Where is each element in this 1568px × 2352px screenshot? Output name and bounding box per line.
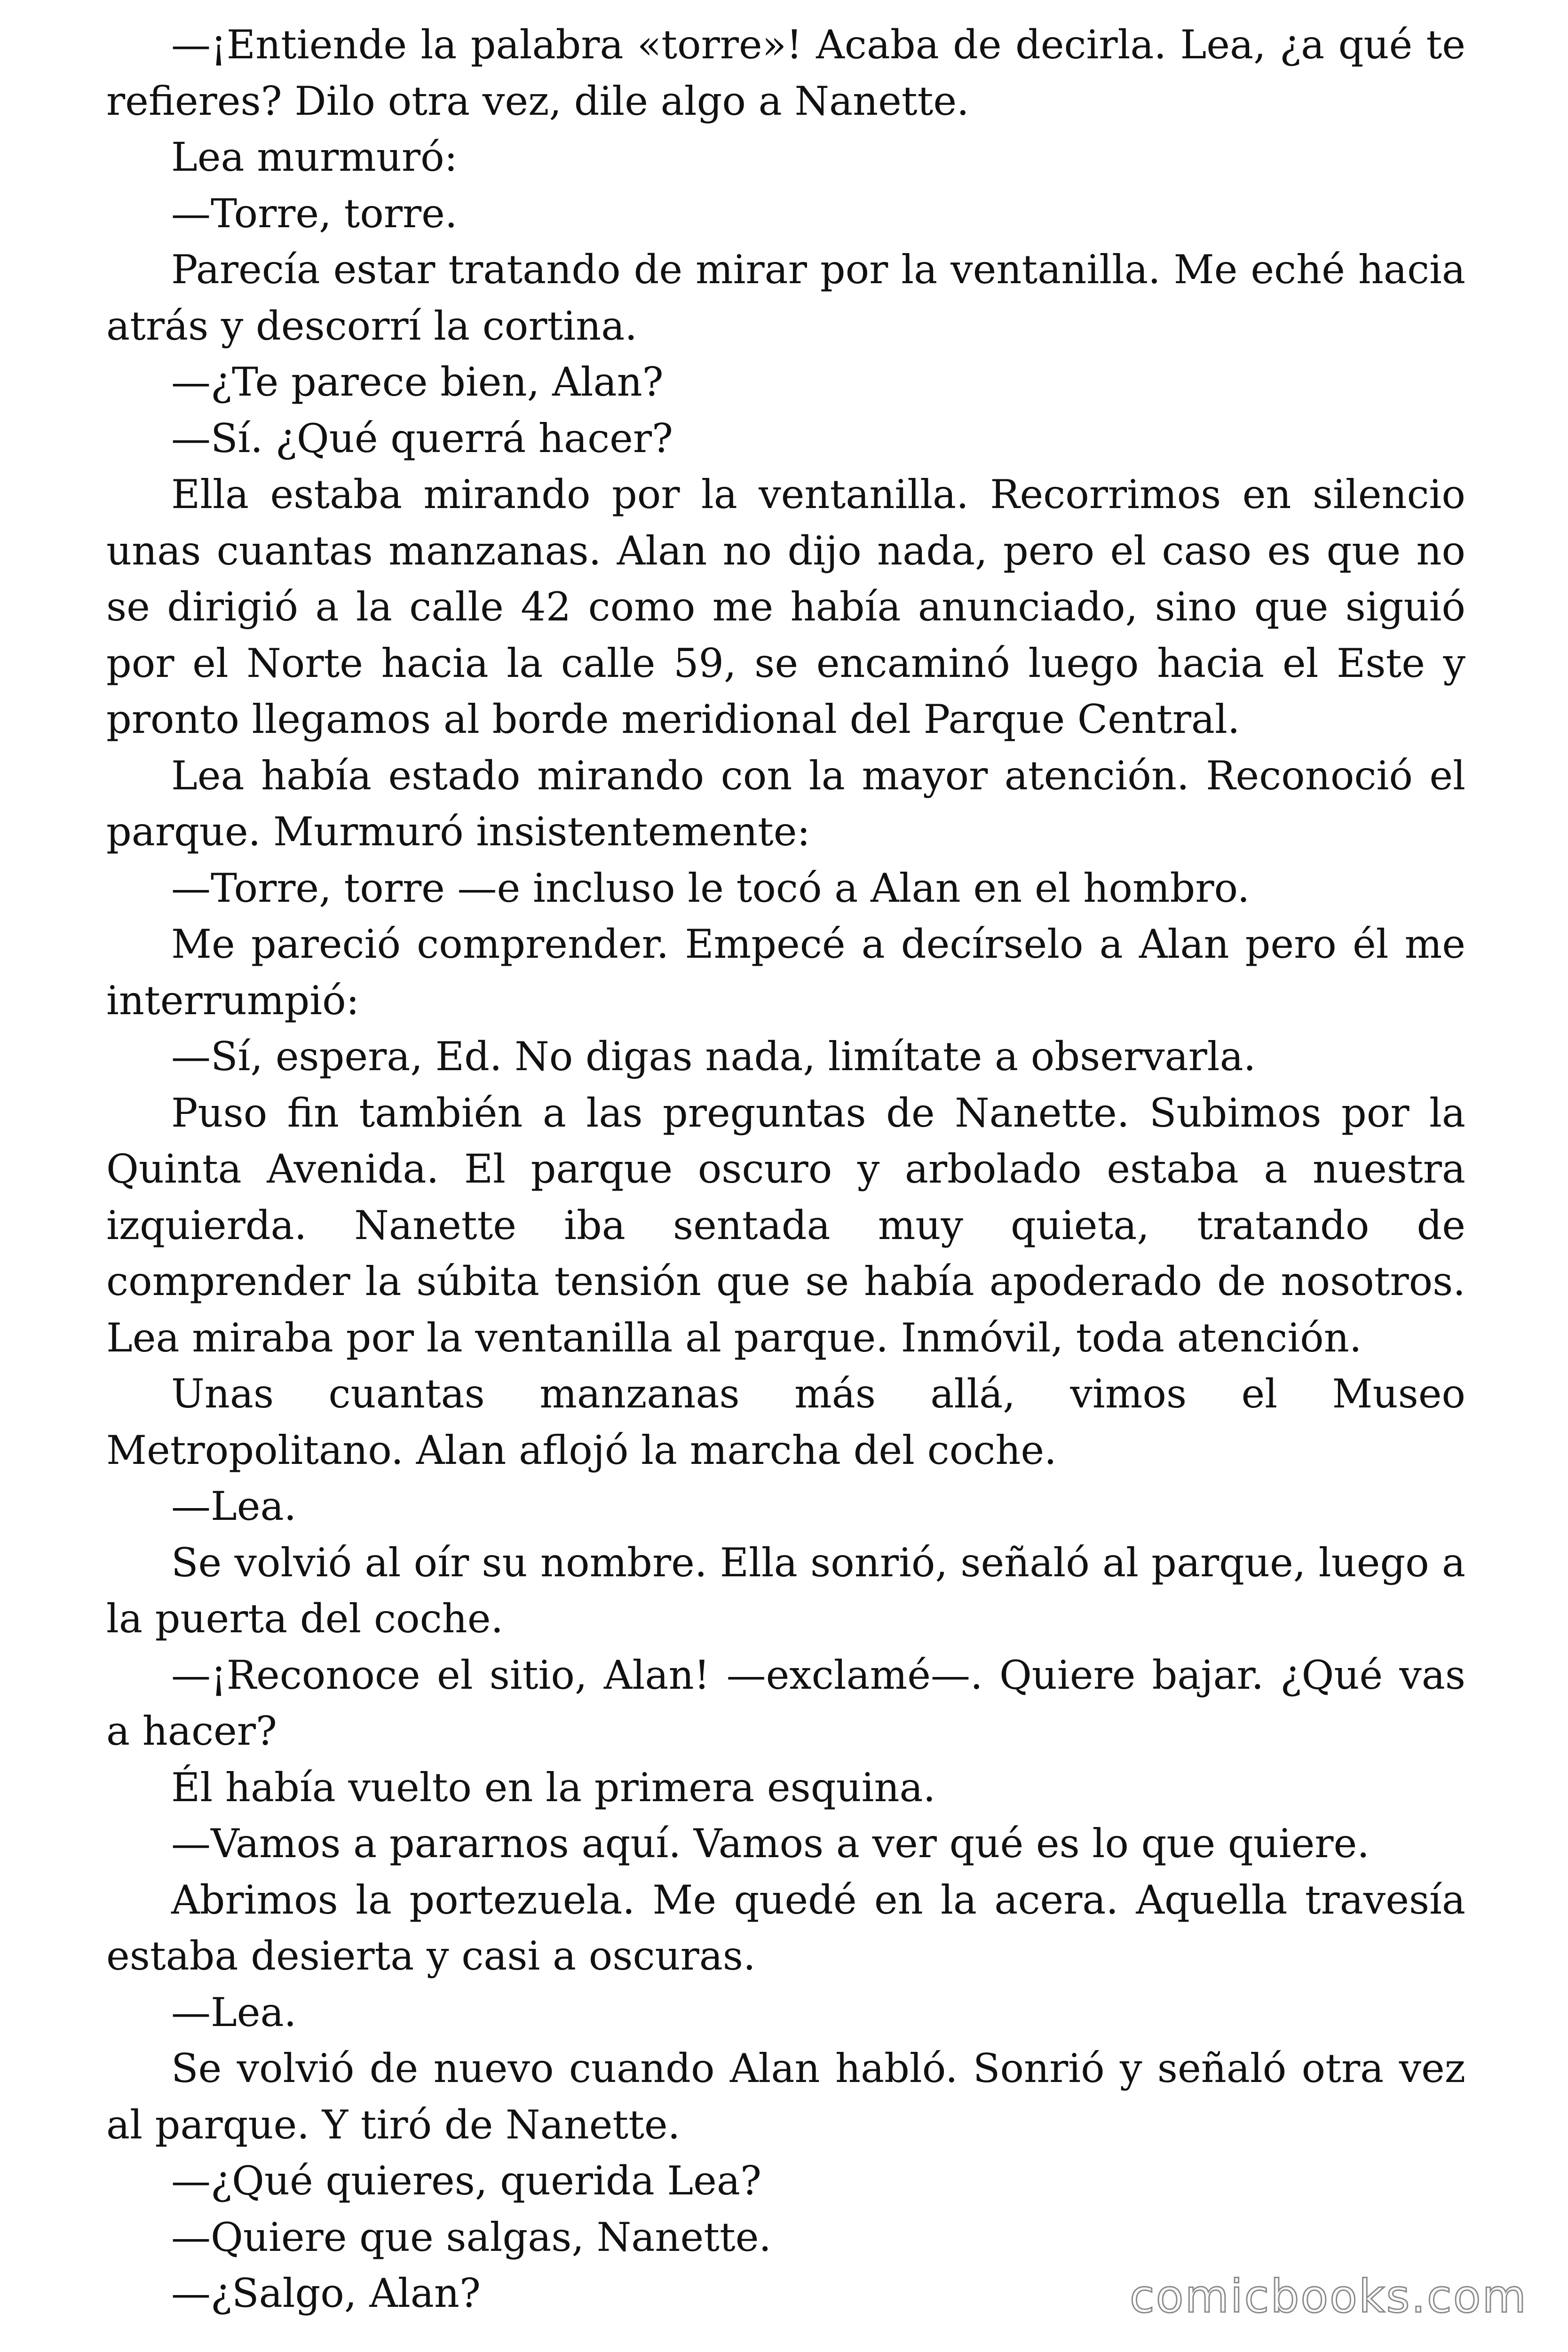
watermark: comicbooks.com	[1129, 2270, 1528, 2323]
paragraph: Unas cuantas manzanas más allá, vimos el Museo Metropolitano. Alan aflojó la marcha del coche.	[106, 1371, 1465, 1473]
paragraph: —¿Salgo, Alan?	[171, 2270, 481, 2316]
paragraph: —¿Qué quieres, querida Lea?	[171, 2158, 761, 2204]
paragraph: Me pareció comprender. Empecé a decírselo a Alan pero él me interrumpió:	[106, 921, 1465, 1024]
paragraph: —¡Reconoce el sitio, Alan! —exclamé—. Quiere bajar. ¿Qué vas a hacer?	[106, 1652, 1465, 1754]
paragraph: —¿Te parece bien, Alan?	[171, 359, 664, 405]
paragraph: Lea murmuró:	[171, 134, 458, 180]
paragraph: Se volvió de nuevo cuando Alan habló. Sonrió y señaló otra vez al parque. Y tiró de Nanette.	[106, 2045, 1465, 2148]
book-page-text	[106, 17, 1465, 2322]
paragraph: Abrimos la portezuela. Me quedé en la acera. Aquella travesía estaba desierta y casi a oscuras.	[106, 1876, 1465, 1979]
paragraph: —Sí. ¿Qué querrá hacer?	[171, 415, 673, 461]
paragraph: —Quiere que salgas, Nanette.	[171, 2214, 772, 2260]
paragraph: —Torre, torre.	[171, 190, 458, 237]
paragraph: —Vamos a pararnos aquí. Vamos a ver qué es lo que quiere.	[171, 1820, 1370, 1867]
paragraph: Parecía estar tratando de mirar por la ventanilla. Me eché hacia atrás y descorrí la cortina.	[106, 246, 1465, 349]
paragraph: —Sí, espera, Ed. No digas nada, limítate a observarla.	[171, 1033, 1256, 1080]
paragraph: —Lea.	[171, 1989, 297, 2035]
paragraph: Él había vuelto en la primera esquina.	[171, 1764, 936, 1811]
paragraph: —¡Entiende la palabra «torre»! Acaba de decirla. Lea, ¿a qué te refieres? Dilo otra vez, dile algo a Nanette.	[106, 22, 1465, 124]
paragraph: Lea había estado mirando con la mayor atención. Reconoció el parque. Murmuró insistentemente:	[106, 752, 1465, 855]
paragraph: Puso fin también a las preguntas de Nanette. Subimos por la Quinta Avenida. El parque oscuro y arbolado estaba a nuestra izquierda. Nanette iba sentada muy quieta, tratando de comprender la súbita tensión que se había apoderado de nosotros. Lea miraba por la ventanilla al parque. Inmóvil, toda atención.	[106, 1089, 1465, 1361]
paragraph: —Torre, torre —e incluso le tocó a Alan en el hombro.	[171, 865, 1250, 911]
paragraph: Ella estaba mirando por la ventanilla. Recorrimos en silencio unas cuantas manzanas. Alan no dijo nada, pero el caso es que no se dirigió a la calle 42 como me había anunciado, sino que siguió por el Norte hacia la calle 59, se encaminó luego hacia el Este y pronto llegamos al borde meridional del Parque Central.	[106, 471, 1465, 742]
paragraph: —Lea.	[171, 1483, 297, 1529]
paragraph: Se volvió al oír su nombre. Ella sonrió, señaló al parque, luego a la puerta del coche.	[106, 1539, 1465, 1642]
